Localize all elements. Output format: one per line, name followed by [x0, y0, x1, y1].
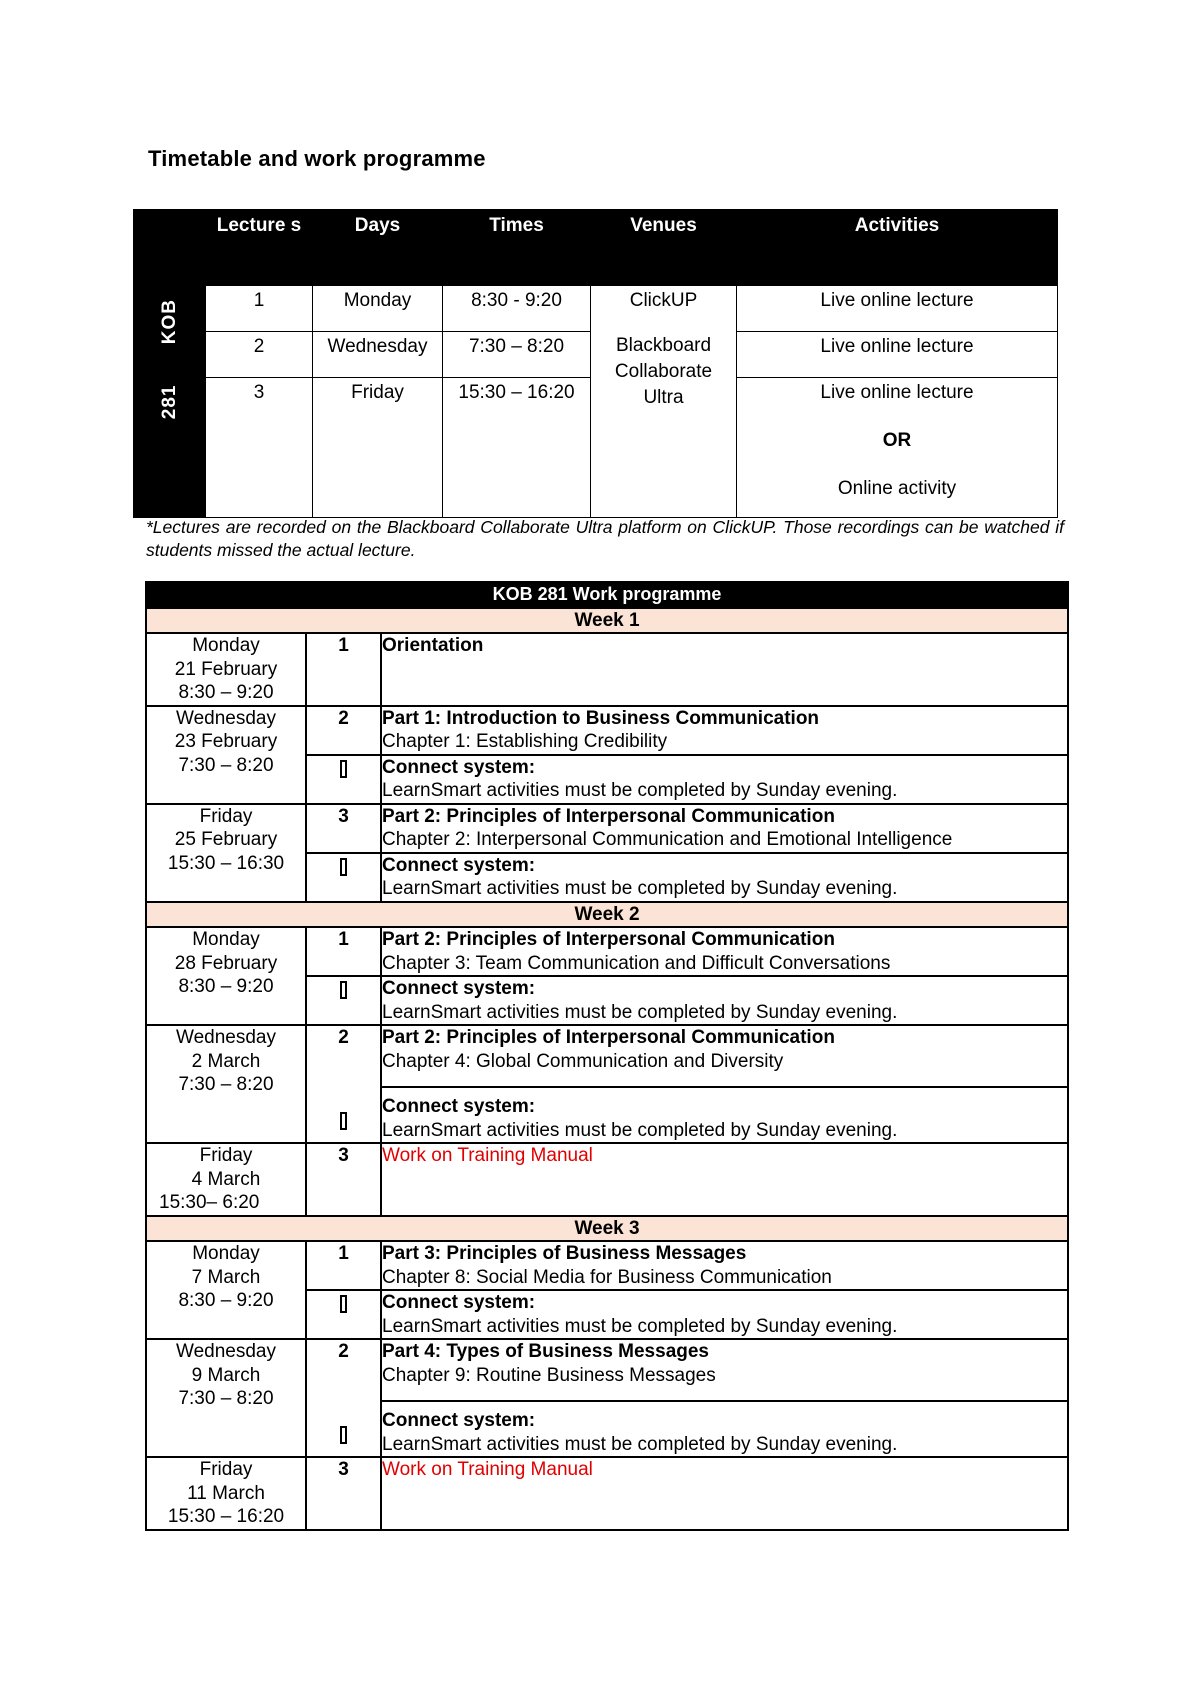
activity-live: Live online lecture: [820, 382, 974, 403]
lecture-number: 3: [206, 378, 313, 518]
lecture-number: 2: [206, 332, 313, 378]
connect-task: Connect system: LearnSmart activities must be completed by Sunday evening.: [381, 853, 1068, 902]
session-number: 1: [306, 633, 381, 706]
session-topic: Work on Training Manual: [381, 1457, 1068, 1530]
task-checkbox-icon: [306, 976, 381, 1025]
task-checkbox-icon: [306, 853, 381, 902]
activity-online: Online activity: [837, 478, 957, 499]
session-topic: Part 4: Types of Business Messages Chapter 9: Routine Business Messages: [381, 1339, 1068, 1401]
table-row: [146, 1241, 1068, 1290]
session-date: Friday 11 March 15:30 – 16:20: [146, 1457, 306, 1530]
task-checkbox-icon: [306, 1290, 381, 1339]
table-row: [146, 1025, 1068, 1087]
table-row: [146, 927, 1068, 976]
connect-task: Connect system: LearnSmart activities must be completed by Sunday evening.: [381, 976, 1068, 1025]
timetable-row: [134, 286, 1058, 332]
session-number: 2: [306, 1339, 381, 1401]
connect-task: Connect system: LearnSmart activities must be completed by Sunday evening.: [381, 1290, 1068, 1339]
session-topic: Part 2: Principles of Interpersonal Communication Chapter 3: Team Communication and Difficult Conversations: [381, 927, 1068, 976]
connect-task: Connect system: LearnSmart activities must be completed by Sunday evening.: [381, 755, 1068, 804]
activity-or: OR: [882, 430, 912, 451]
task-checkbox-icon: [306, 755, 381, 804]
session-date: Wednesday 2 March 7:30 – 8:20: [146, 1025, 306, 1143]
session-date: Monday 7 March 8:30 – 9:20: [146, 1241, 306, 1339]
course-side-label: 281 KOB: [134, 210, 206, 518]
session-number: 2: [306, 706, 381, 755]
connect-task: Connect system: LearnSmart activities must be completed by Sunday evening.: [381, 1087, 1068, 1143]
table-row: [146, 633, 1068, 706]
venue-cell: [591, 286, 737, 518]
session-number: 3: [306, 1143, 381, 1216]
header-venues: Venues: [591, 210, 737, 286]
session-topic: Part 3: Principles of Business Messages Chapter 8: Social Media for Business Communication: [381, 1241, 1068, 1290]
session-date: Wednesday 23 February 7:30 – 8:20: [146, 706, 306, 804]
task-checkbox-icon: [306, 1087, 381, 1143]
lecture-day: Wednesday: [313, 332, 443, 378]
header-times: Times: [443, 210, 591, 286]
task-checkbox-icon: [306, 1401, 381, 1457]
header-lectures: Lecture s: [206, 210, 313, 286]
lecture-day: Monday: [313, 286, 443, 332]
week-header: Week 1: [146, 608, 1068, 634]
lecture-day: Friday: [313, 378, 443, 518]
lecture-activity: Live online lecture: [737, 286, 1058, 332]
lecture-activity: Live online lecture: [737, 332, 1058, 378]
timetable-header-row: [134, 210, 1058, 286]
lecture-time: 15:30 – 16:20: [443, 378, 591, 518]
session-date: Monday 28 February 8:30 – 9:20: [146, 927, 306, 1025]
session-number: 1: [306, 927, 381, 976]
session-date: Friday 4 March 15:30– 6:20: [146, 1143, 306, 1216]
session-topic: Orientation: [381, 633, 1068, 706]
session-number: 1: [306, 1241, 381, 1290]
venue-blackboard: Blackboard Collaborate Ultra: [614, 335, 713, 408]
session-number: 2: [306, 1025, 381, 1087]
connect-task: Connect system: LearnSmart activities must be completed by Sunday evening.: [381, 1401, 1068, 1457]
session-topic: Part 1: Introduction to Business Communication Chapter 1: Establishing Credibility: [381, 706, 1068, 755]
header-days: Days: [313, 210, 443, 286]
table-row: [146, 1339, 1068, 1401]
lecture-activity: [737, 378, 1058, 518]
header-activities: Activities: [737, 210, 1058, 286]
table-row: [146, 1457, 1068, 1530]
session-date: Wednesday 9 March 7:30 – 8:20: [146, 1339, 306, 1457]
session-date: Friday 25 February 15:30 – 16:30: [146, 804, 306, 902]
session-topic: Part 2: Principles of Interpersonal Communication Chapter 2: Interpersonal Communication and Emotional Intelligence: [381, 804, 1068, 853]
table-row: [146, 1143, 1068, 1216]
recording-note: *Lectures are recorded on the Blackboard Collaborate Ultra platform on ClickUP. Those recordings can be watched if students missed the actual lecture.: [146, 517, 1064, 560]
session-topic: Part 2: Principles of Interpersonal Communication Chapter 4: Global Communication and Diversity: [381, 1025, 1068, 1087]
lecture-time: 8:30 - 9:20: [443, 286, 591, 332]
page-title: Timetable and work programme: [148, 146, 486, 171]
venue-clickup: ClickUP: [629, 290, 698, 311]
programme-title: KOB 281 Work programme: [146, 582, 1068, 608]
table-row: [146, 804, 1068, 853]
session-topic: Work on Training Manual: [381, 1143, 1068, 1216]
lecture-time: 7:30 – 8:20: [443, 332, 591, 378]
lecture-number: 1: [206, 286, 313, 332]
session-date: Monday 21 February 8:30 – 9:20: [146, 633, 306, 706]
table-row: [146, 706, 1068, 755]
work-programme: [145, 581, 1069, 1531]
timetable: [133, 209, 1058, 518]
week-header: Week 3: [146, 1216, 1068, 1242]
week-header: Week 2: [146, 902, 1068, 928]
session-number: 3: [306, 804, 381, 853]
session-number: 3: [306, 1457, 381, 1530]
